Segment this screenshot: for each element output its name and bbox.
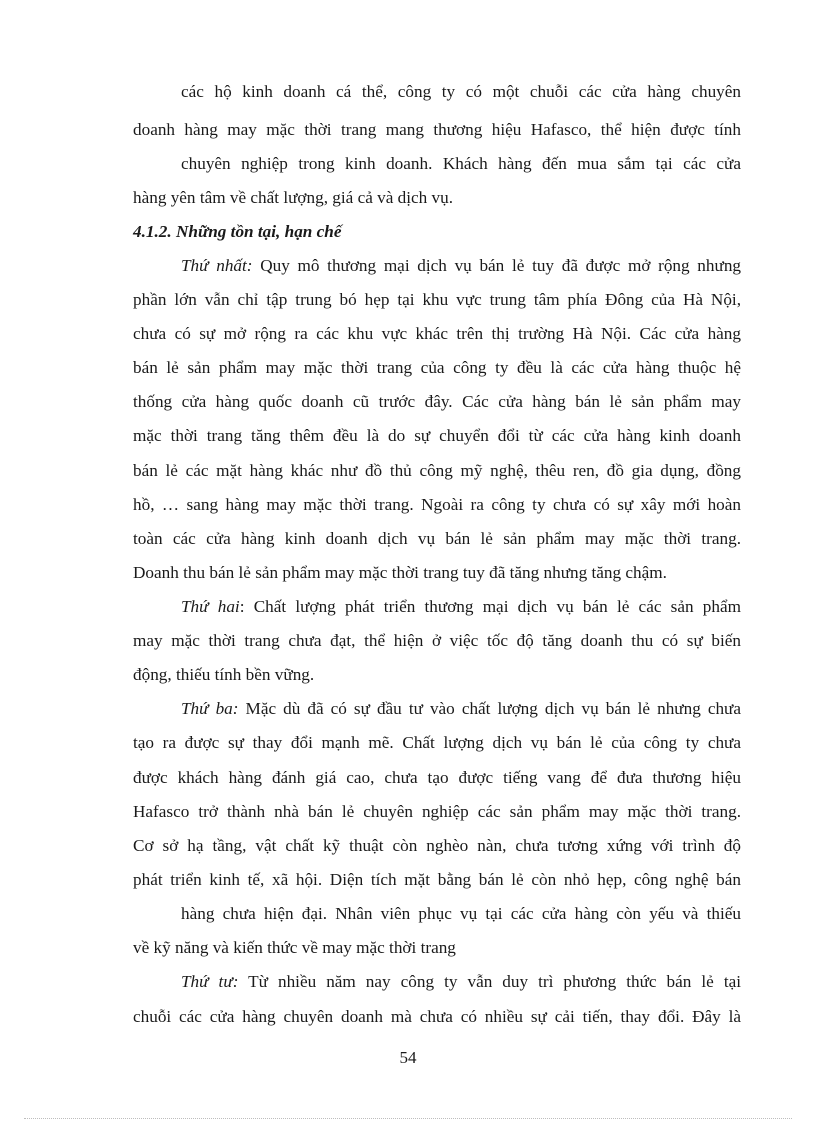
text-line: chuỗi các cửa hàng chuyên doanh mà chưa có nhiều sự cải tiến, thay đổi. Đây là (133, 1007, 741, 1026)
page-number: 54 (399, 1048, 417, 1067)
text-line: thống cửa hàng quốc doanh cũ trước đây. Các cửa hàng bán lẻ sản phẩm may (133, 392, 741, 411)
page-bottom-divider (24, 1118, 792, 1119)
text-line: chưa có sự mở rộng ra các khu vực khác trên thị trường Hà Nội. Các cửa hàng (133, 324, 741, 343)
paragraph-first-line (181, 255, 741, 277)
paragraph-lead: Thứ ba: (181, 699, 239, 718)
text-line: Cơ sở hạ tầng, vật chất kỹ thuật còn nghèo nàn, chưa tương xứng với trình độ (133, 836, 741, 855)
text-line: các hộ kinh doanh cá thể, công ty có một chuỗi các cửa hàng chuyên (181, 82, 741, 101)
paragraph-first-line (181, 596, 741, 618)
text-line: hàng yên tâm về chất lượng, giá cả và dịch vụ. (133, 188, 454, 207)
paragraph-text: Quy mô thương mại dịch vụ bán lẻ tuy đã được mở rộng nhưng (252, 256, 742, 275)
text-line: được khách hàng đánh giá cao, chưa tạo được tiếng vang để đưa thương hiệu (133, 768, 741, 787)
text-line: bán lẻ các mặt hàng khác như đồ thủ công mỹ nghệ, thêu ren, đồ gia dụng, đồng (133, 461, 741, 480)
paragraph-first-line (181, 971, 741, 993)
paragraph-text: : Chất lượng phát triển thương mại dịch vụ bán lẻ các sản phẩm (239, 597, 741, 616)
text-line: hồ, … sang hàng may mặc thời trang. Ngoài ra công ty chưa có sự xây mới hoàn (133, 495, 741, 514)
text-line: mặc thời trang tăng thêm đều là do sự chuyển đổi từ các cửa hàng kinh doanh (133, 426, 741, 445)
text-line: Hafasco trở thành nhà bán lẻ chuyên nghiệp các sản phẩm may mặc thời trang. (133, 802, 741, 821)
text-line: chuyên nghiệp trong kinh doanh. Khách hàng đến mua sắm tại các cửa (181, 154, 741, 173)
text-line: Doanh thu bán lẻ sản phẩm may mặc thời trang tuy đã tăng nhưng tăng chậm. (133, 563, 667, 582)
text-line: may mặc thời trang chưa đạt, thể hiện ở việc tốc độ tăng doanh thu có sự biến (133, 631, 741, 650)
text-line: về kỹ năng và kiến thức về may mặc thời trang (133, 938, 456, 957)
text-line: tạo ra được sự thay đổi mạnh mẽ. Chất lượng dịch vụ bán lẻ của công ty chưa (133, 733, 741, 752)
text-line: phát triển kinh tế, xã hội. Diện tích mặt bằng bán lẻ còn nhỏ hẹp, công nghệ bán (133, 870, 741, 889)
text-line: hàng chưa hiện đại. Nhân viên phục vụ tại các cửa hàng còn yếu và thiếu (181, 904, 741, 923)
paragraph-lead: Thứ tư: (181, 972, 239, 991)
text-line: phần lớn vẫn chỉ tập trung bó hẹp tại khu vực trung tâm phía Đông của Hà Nội, (133, 290, 741, 309)
text-line: động, thiếu tính bền vững. (133, 665, 315, 684)
text-line: bán lẻ sản phẩm may mặc thời trang của công ty đều là các cửa hàng thuộc hệ (133, 358, 741, 377)
section-heading: 4.1.2. Những tồn tại, hạn chế (133, 222, 342, 241)
text-line: toàn các cửa hàng kinh doanh dịch vụ bán lẻ sản phẩm may mặc thời trang. (133, 529, 741, 548)
paragraph-lead: Thứ hai (181, 597, 240, 616)
text-line: doanh hàng may mặc thời trang mang thương hiệu Hafasco, thể hiện được tính (133, 120, 741, 139)
paragraph-lead: Thứ nhất: (181, 256, 253, 275)
paragraph-first-line (181, 698, 741, 720)
paragraph-text: Từ nhiều năm nay công ty vẫn duy trì phương thức bán lẻ tại (238, 972, 741, 991)
paragraph-text: Mặc dù đã có sự đầu tư vào chất lượng dịch vụ bán lẻ nhưng chưa (238, 699, 741, 718)
